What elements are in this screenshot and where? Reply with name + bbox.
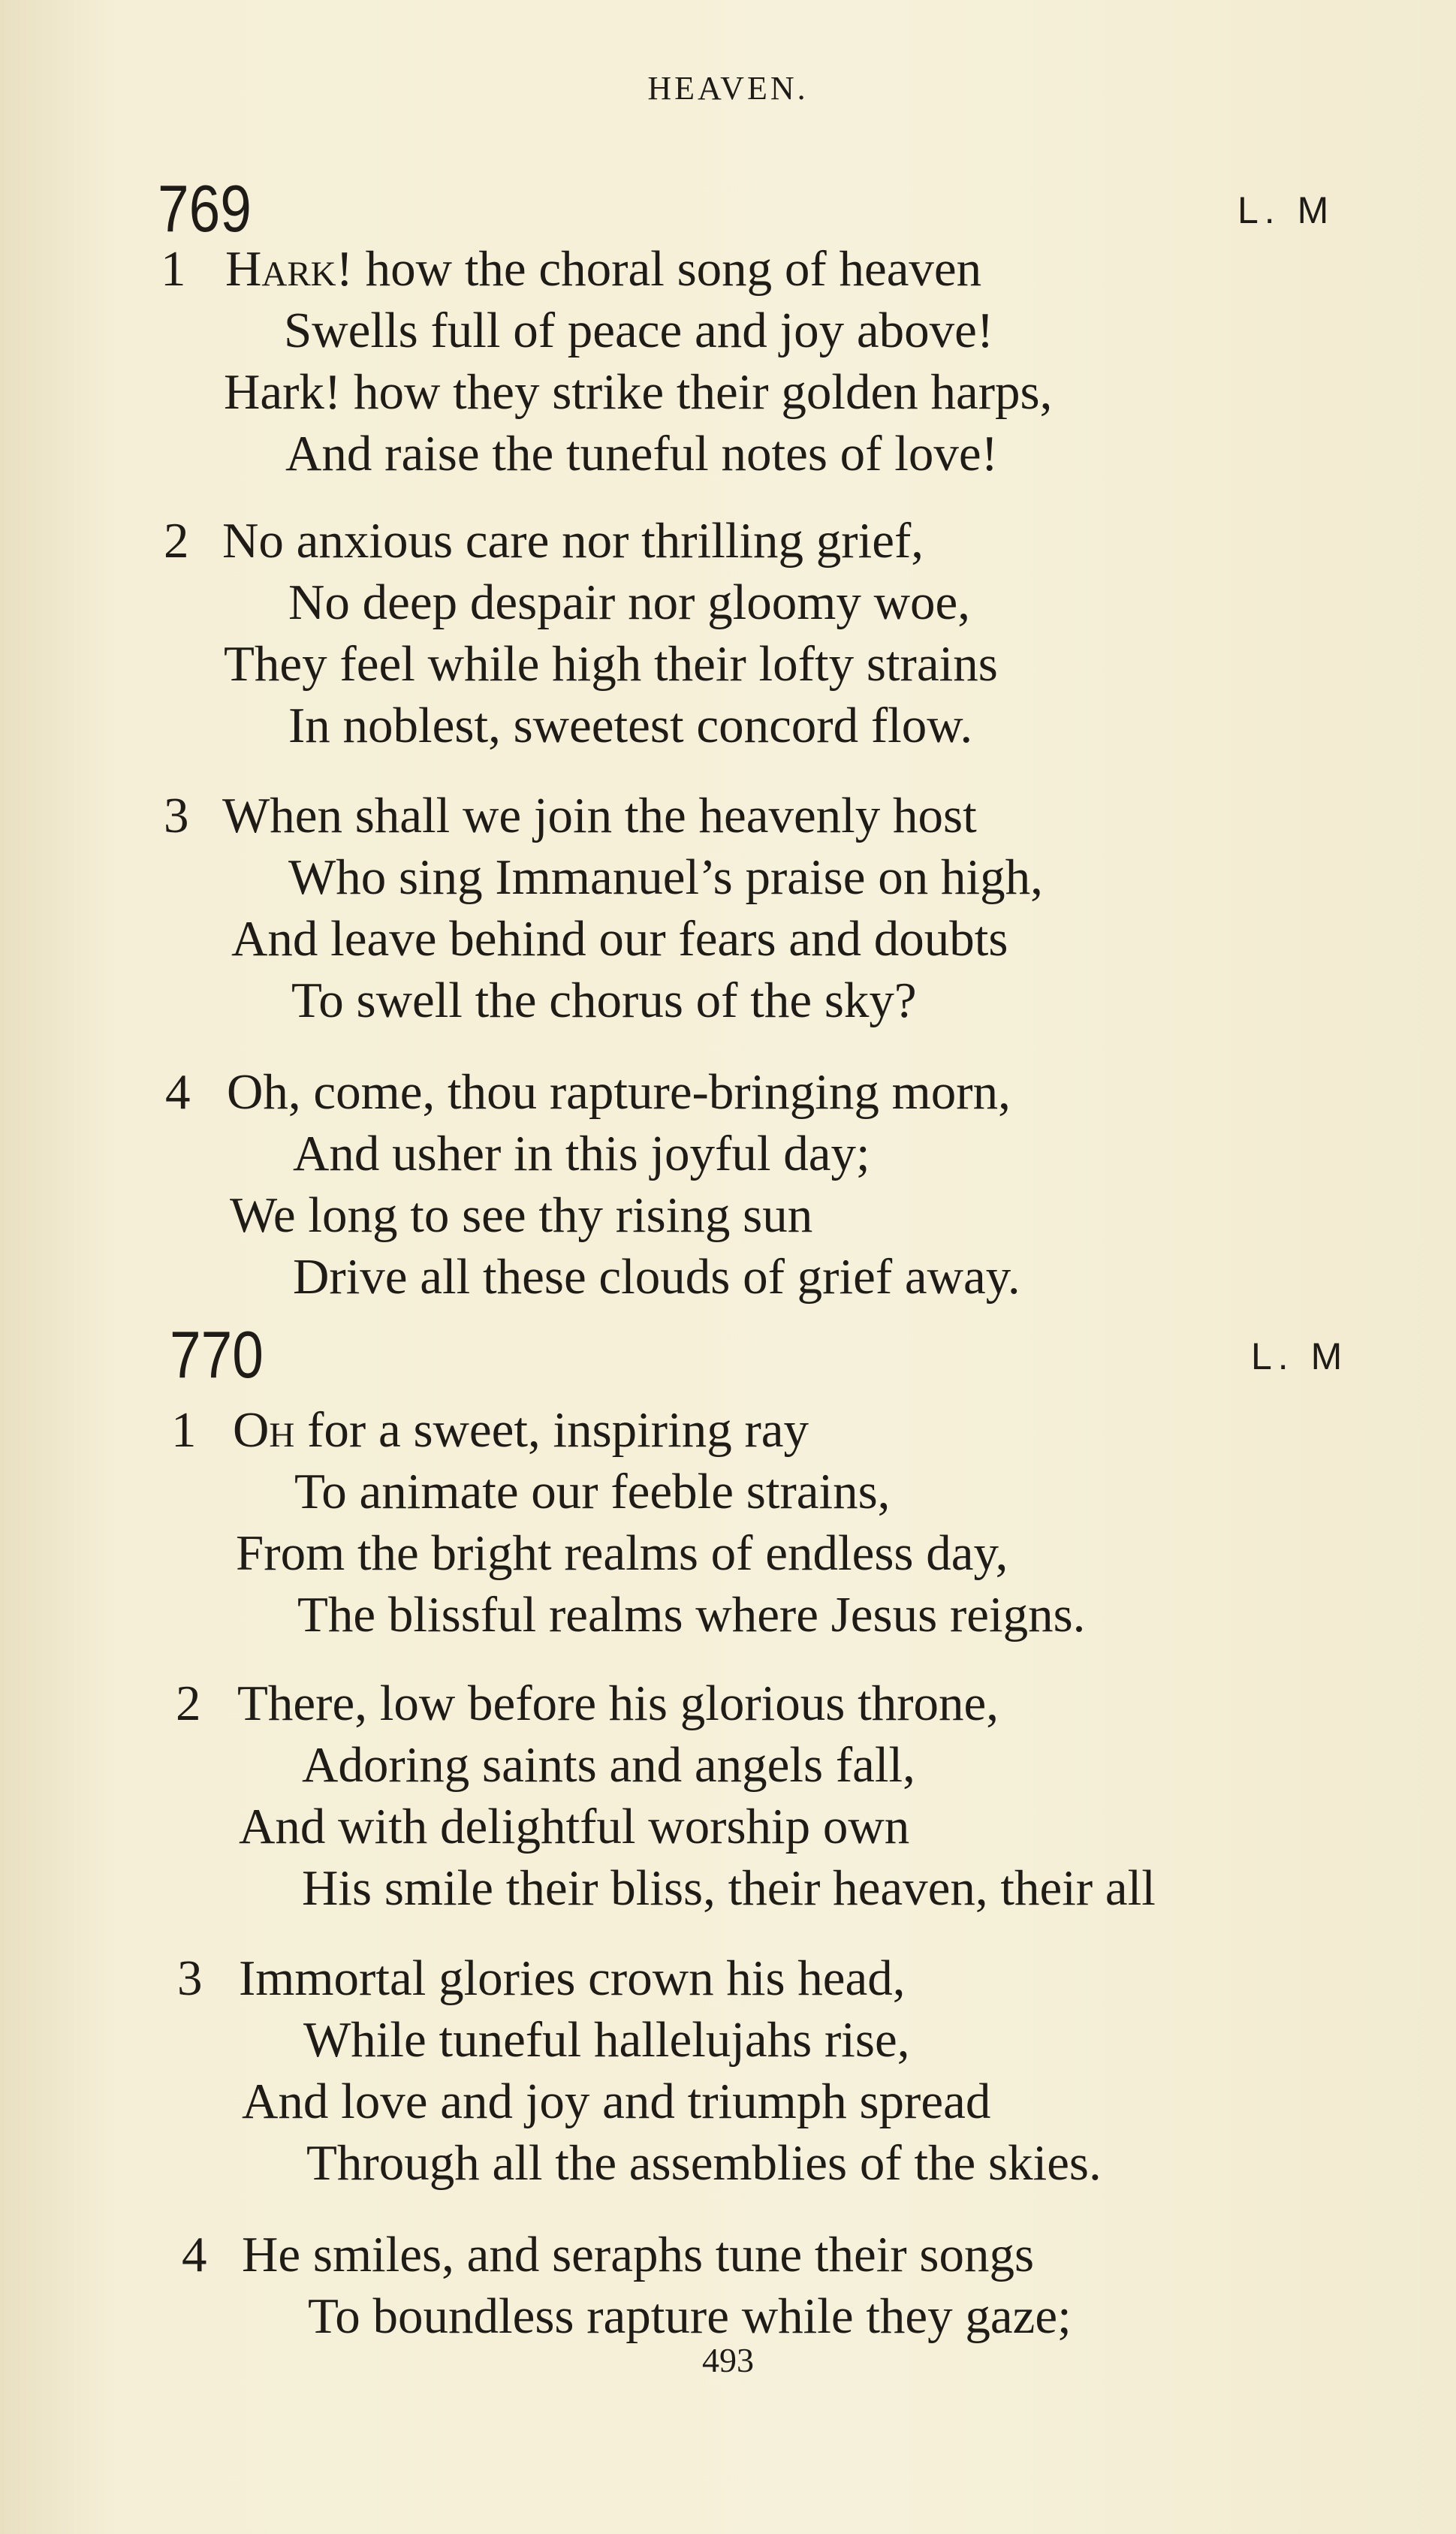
- verse-line: They feel while high their lofty strains: [224, 636, 998, 692]
- verse-line: Adoring saints and angels fall,: [302, 1737, 915, 1793]
- verse-line: Oh for a sweet, inspiring ray: [233, 1402, 809, 1458]
- verse-line: No deep despair nor gloomy woe,: [288, 575, 971, 630]
- verse-line: Oh, come, thou rapture-bringing morn,: [227, 1064, 1011, 1120]
- verse-line: We long to see thy rising sun: [230, 1187, 813, 1243]
- verse-line: From the bright realms of endless day,: [236, 1525, 1008, 1581]
- stanza-number: 3: [177, 1950, 203, 2006]
- verse-line: No anxious care nor thrilling grief,: [222, 513, 924, 569]
- verse-line: Hark! how the choral song of heaven: [225, 241, 982, 297]
- verse-line: His smile their bliss, their heaven, their all: [302, 1860, 1156, 1916]
- stanza-number: 2: [176, 1676, 201, 1731]
- first-word: Hark: [225, 241, 336, 297]
- verse-line: And with delightful worship own: [239, 1799, 910, 1854]
- page-number: 493: [702, 2341, 754, 2379]
- verse-line: He smiles, and seraphs tune their songs: [242, 2227, 1035, 2282]
- verse-line: And love and joy and triumph spread: [242, 2074, 991, 2129]
- verse-line: There, low before his glorious throne,: [237, 1676, 999, 1731]
- stanza-number: 1: [161, 241, 186, 297]
- verse-line: And usher in this joyful day;: [293, 1126, 870, 1181]
- hymn-meter: L. M: [1237, 189, 1335, 231]
- verse-line: To boundless rapture while they gaze;: [308, 2288, 1072, 2344]
- first-word: Oh: [233, 1402, 295, 1458]
- hymn-number: 769: [158, 171, 252, 246]
- verse-line: When shall we join the heavenly host: [222, 788, 977, 843]
- verse-line: And leave behind our fears and doubts: [231, 911, 1008, 967]
- verse-line: And raise the tuneful notes of love!: [285, 426, 998, 481]
- stanza-number: 4: [165, 1064, 191, 1120]
- stanza-number: 3: [164, 788, 189, 843]
- verse-line: The blissful realms where Jesus reigns.: [297, 1587, 1086, 1643]
- verse-line: While tuneful hallelujahs rise,: [303, 2012, 910, 2068]
- running-head: HEAVEN.: [647, 70, 809, 107]
- hymn-header: [0, 1317, 1456, 1392]
- stanza-number: 1: [171, 1402, 197, 1458]
- verse-line: To swell the chorus of the sky?: [291, 973, 917, 1028]
- hymn-header: [0, 171, 1456, 246]
- verse-line: Through all the assemblies of the skies.: [306, 2135, 1102, 2191]
- stanza-number: 2: [164, 513, 189, 569]
- verse-line: Immortal glories crown his head,: [239, 1950, 906, 2006]
- verse-line: To animate our feeble strains,: [294, 1464, 891, 1519]
- verse-line: Who sing Immanuel’s praise on high,: [288, 849, 1043, 905]
- verse-line: Hark! how they strike their golden harps,: [224, 364, 1053, 420]
- verse-line: In noblest, sweetest concord flow.: [288, 698, 973, 753]
- hymn-meter: L. M: [1251, 1335, 1349, 1377]
- verse-line: Swells full of peace and joy above!: [284, 303, 994, 358]
- hymn-number: 770: [170, 1317, 264, 1392]
- stanza-number: 4: [182, 2227, 207, 2282]
- verse-line: Drive all these clouds of grief away.: [293, 1249, 1020, 1305]
